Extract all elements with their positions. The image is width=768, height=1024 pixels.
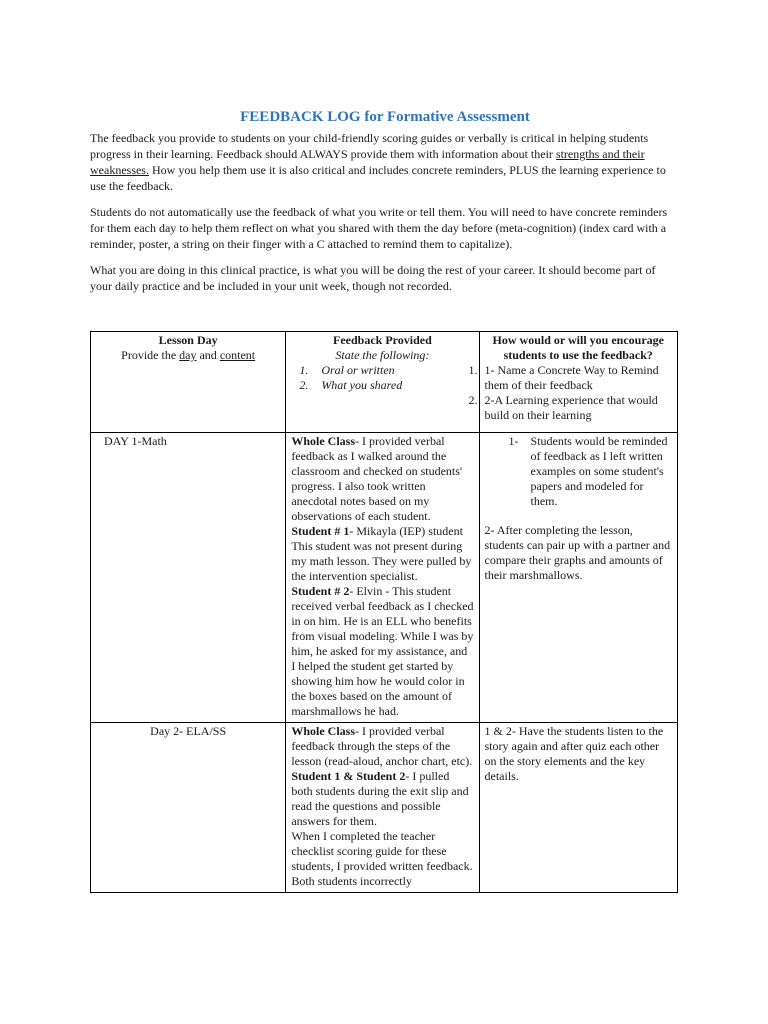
feedback-log-table <box>90 331 678 893</box>
entry-label: Whole Class <box>291 434 355 448</box>
lesson-day-subheading <box>96 348 280 363</box>
sub-text: Provide the <box>121 348 180 362</box>
lesson-day-label: Day 2- ELA/SS <box>150 724 227 738</box>
row-1-feedback <box>286 433 479 723</box>
header-feedback-provided <box>286 332 479 433</box>
list-right-number: 1. <box>468 363 478 377</box>
reminders-paragraph: Students do not automatically use the feedback of what you write or tell them. You will need to have concrete reminders for them each day to help them reflect on what you shared with them the day before (meta-cognition) (index card with a reminder, poster, a string on their finger with a C attached to remind them to capitalize). <box>90 205 668 251</box>
entry-text: - Elvin - This student received verbal feedback as I checked in on him. He is an ELL who benefits from visual modeling. While I was by him, he asked for my assistance, and I helped the student get started by showing him how he would color in the boxes based on the amount of marshmallows he had. <box>291 584 474 718</box>
encourage-item: 1 & 2- Have the students listen to the story again and after quiz each other on the story elements and the key details. <box>484 724 664 783</box>
sub-and: and <box>196 348 220 362</box>
encourage-item <box>485 434 672 509</box>
list-item <box>291 393 478 408</box>
feedback-entry <box>291 829 473 889</box>
table-header-row <box>91 332 678 433</box>
encourage-heading: How would or will you encourage students to use the feedback? <box>492 333 664 362</box>
entry-text: - Mikayla (IEP) student This student was not present during my math lesson. They were pulled by the intervention specialist. <box>291 524 472 583</box>
list-item <box>291 363 478 378</box>
list-text: Oral or written <box>321 363 395 377</box>
entry-text: - I provided verbal feedback through the steps of the lesson (read-aloud, anchor chart, etc). <box>291 724 473 768</box>
sub-content: content <box>219 348 256 362</box>
intro-paragraph <box>90 130 680 194</box>
entry-text: When I completed the teacher checklist scoring guide for these students, I provided written feedback. Both students incorrectly <box>291 829 473 888</box>
encourage-line-2: 2-A Learning experience that would build on their learning <box>484 393 658 422</box>
table-row <box>91 433 678 723</box>
row-1-encourage <box>479 433 677 723</box>
row-day-1 <box>91 433 286 723</box>
page-title: FEEDBACK LOG for Formative Assessment <box>240 109 530 125</box>
spacer <box>485 509 672 523</box>
entry-label: Student 1 & Student 2 <box>291 769 406 783</box>
lesson-day-label: DAY 1-Math <box>104 434 167 448</box>
list-right-number: 2. <box>468 393 478 407</box>
intro-text-1: The feedback you provide to students on your child-friendly scoring guides or verbally is critical in helping students progress in their learning. Feedback should ALWAYS provide them with information about their <box>90 131 649 161</box>
feedback-heading: Feedback Provided <box>333 333 432 347</box>
feedback-entry <box>291 434 473 524</box>
entry-label: Student # 2 <box>291 584 350 598</box>
intro-underlined-text: strengths and their weaknesses. <box>90 147 645 177</box>
list-item <box>291 378 473 393</box>
list-number: 2. <box>299 378 309 392</box>
lesson-day-heading: Lesson Day <box>158 333 218 347</box>
list-text: What you shared <box>321 378 403 392</box>
entry-text: - I provided verbal feedback as I walked around the classroom and checked on students' progress. I also took written anecdotal notes based on my observations of each student. <box>291 434 463 523</box>
list-number: 1. <box>299 363 309 377</box>
feedback-entry <box>291 584 473 719</box>
document-body <box>90 108 680 304</box>
row-day-2 <box>91 723 286 893</box>
encourage-item-2: 2- After completing the lesson, students can pair up with a partner and compare their graphs and amounts of their marshmallows. <box>484 523 671 582</box>
career-paragraph: What you are doing in this clinical practice, is what you will be doing the rest of your career. It should become part of your daily practice and be included in your unit week, though not recorded. <box>90 263 656 293</box>
feedback-criteria-list <box>291 363 478 408</box>
header-lesson-day <box>91 332 286 433</box>
feedback-entry <box>291 724 473 769</box>
sub-day: day <box>179 348 197 362</box>
entry-label: Student # 1 <box>291 524 350 538</box>
table-row <box>91 723 678 893</box>
feedback-subheading: State the following: <box>335 348 430 362</box>
entry-text: - I pulled both students during the exit slip and read the questions and possible answers for them. <box>291 769 469 828</box>
intro-text-2: How you help them use it is also critical and includes concrete reminders, PLUS the learning experience to use the feedback. <box>90 163 666 193</box>
feedback-entry <box>291 524 473 584</box>
row-2-encourage <box>479 723 677 893</box>
feedback-entry <box>291 769 473 829</box>
item-number: 1- <box>508 434 519 448</box>
header-encourage <box>479 332 677 433</box>
row-2-feedback <box>286 723 479 893</box>
item-text: Students would be reminded of feedback as I left written examples on some student's papers and modeled for them. <box>530 434 668 508</box>
encourage-line-1: 1- Name a Concrete Way to Remind them of their feedback <box>484 363 659 392</box>
entry-label: Whole Class <box>291 724 355 738</box>
